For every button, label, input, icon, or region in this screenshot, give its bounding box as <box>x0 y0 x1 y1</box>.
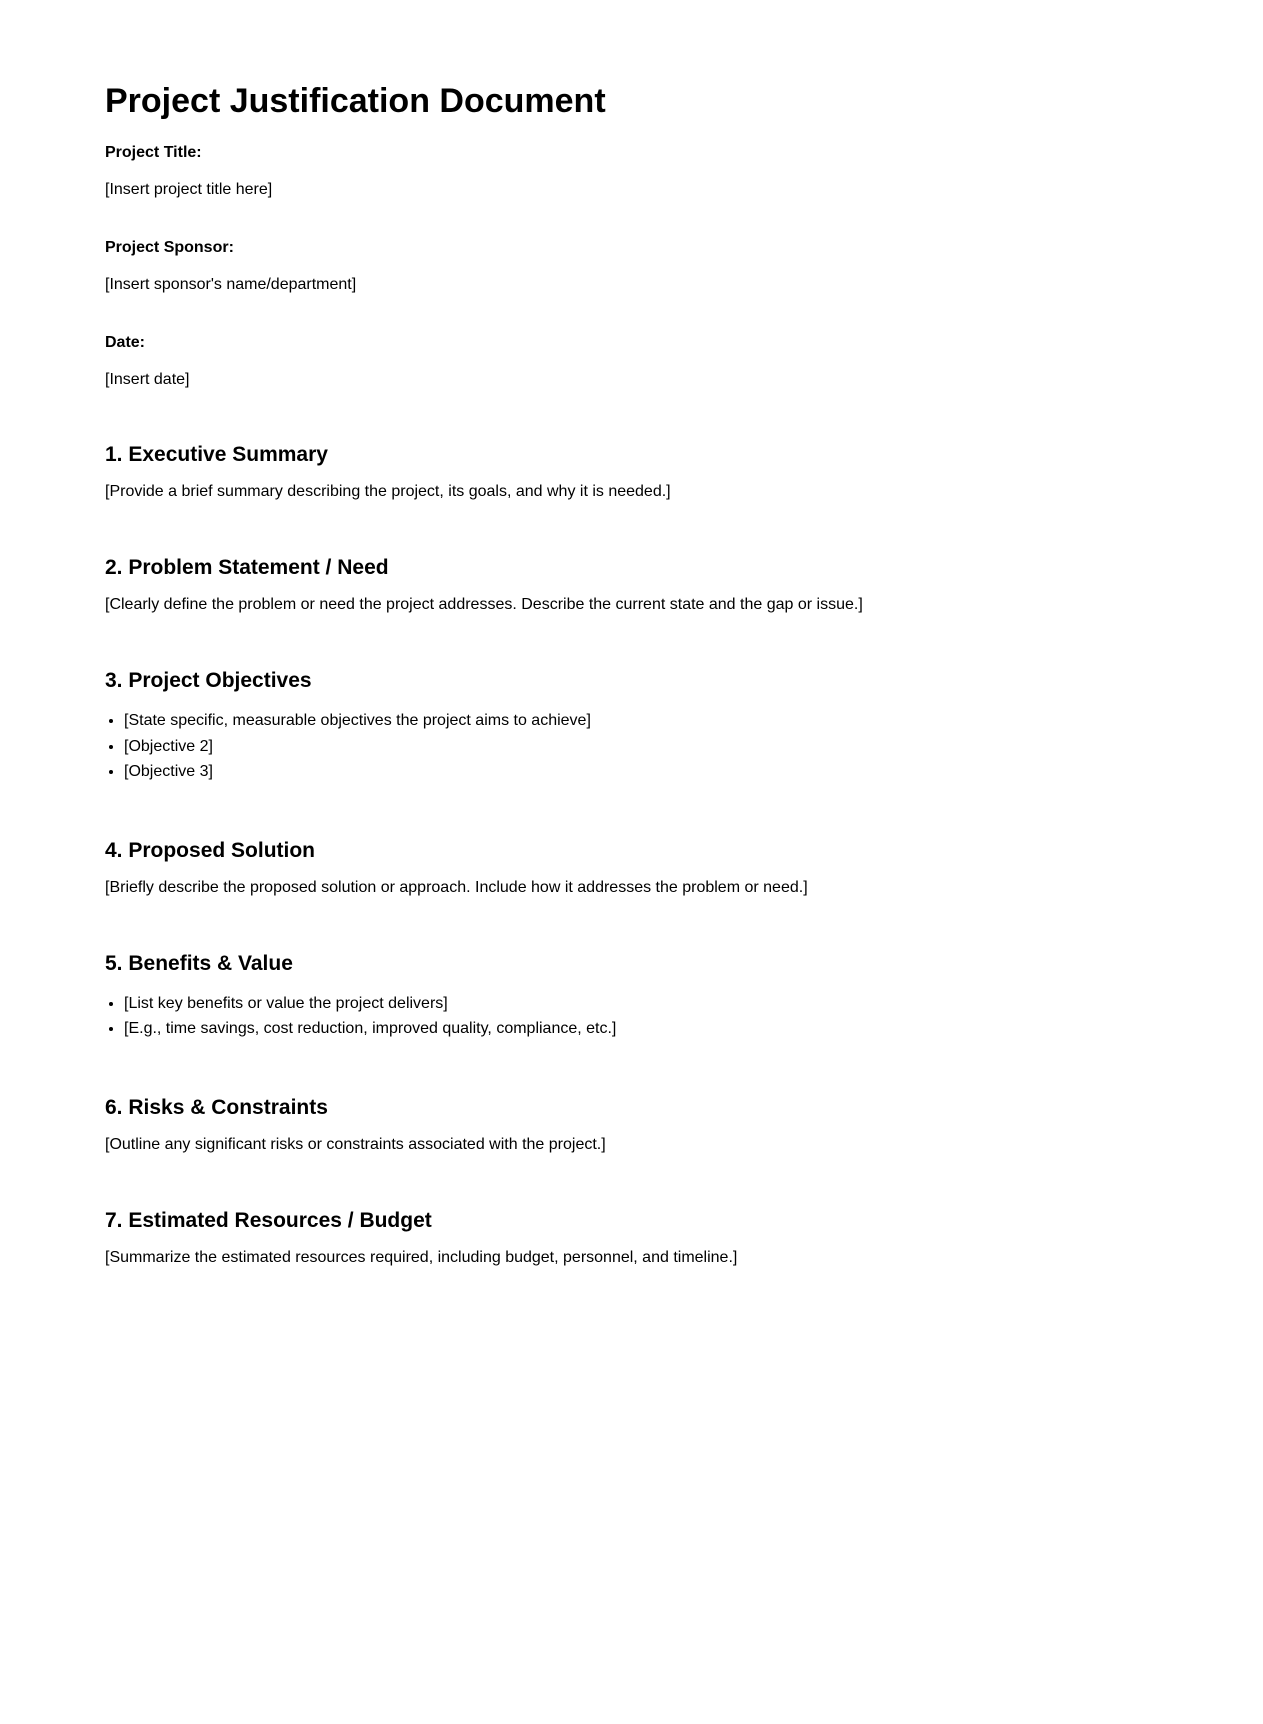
section-title: 5. Benefits & Value <box>105 951 293 975</box>
field-label: Date: <box>105 334 146 351</box>
field-value: [Insert sponsor's name/department] <box>105 276 357 293</box>
document-sections <box>105 441 1158 1268</box>
section-benefits-value <box>105 950 1158 1042</box>
section-title: 4. Proposed Solution <box>105 838 316 862</box>
list-item: • [Objective 2] <box>124 734 1158 760</box>
section-title: 6. Risks & Constraints <box>105 1095 328 1119</box>
section-problem-statement <box>105 554 1158 615</box>
section-title: 1. Executive Summary <box>105 443 328 466</box>
field-value: [Insert project title here] <box>105 181 273 198</box>
document-title: Project Justification Document <box>105 82 606 120</box>
section-proposed-solution <box>105 837 1158 898</box>
section-text: [Provide a brief summary describing the project, its goals, and why it is needed.] <box>105 483 671 500</box>
section-title: 2. Problem Statement / Need <box>105 556 389 579</box>
list-item: • [Objective 3] <box>124 759 1158 785</box>
section-risks-constraints <box>105 1094 1158 1155</box>
section-executive-summary <box>105 441 1158 502</box>
section-estimated-resources <box>105 1207 1158 1268</box>
field-value: [Insert date] <box>105 371 190 388</box>
field-project-title <box>105 143 1158 200</box>
list-item: • [List key benefits or value the project delivers] <box>124 991 1158 1017</box>
field-label: Project Sponsor: <box>105 239 234 256</box>
section-text: [Summarize the estimated resources required, including budget, personnel, and timeline.] <box>105 1248 738 1266</box>
list-item: • [E.g., time savings, cost reduction, improved quality, compliance, etc.] <box>124 1016 1158 1042</box>
field-project-sponsor <box>105 238 1158 295</box>
list-item: • [State specific, measurable objectives the project aims to achieve] <box>124 708 1158 734</box>
section-title: 7. Estimated Resources / Budget <box>105 1208 432 1232</box>
section-title: 3. Project Objectives <box>105 669 312 692</box>
section-text: [Briefly describe the proposed solution or approach. Include how it addresses the problem or need.] <box>105 878 808 896</box>
benefits-list <box>105 991 1158 1042</box>
section-text: [Clearly define the problem or need the project addresses. Describe the current state and the gap or issue.] <box>105 596 863 613</box>
field-date <box>105 333 1158 390</box>
field-label: Project Title: <box>105 144 202 161</box>
section-text: [Outline any significant risks or constraints associated with the project.] <box>105 1135 606 1153</box>
section-project-objectives <box>105 667 1158 785</box>
objectives-list <box>105 708 1158 785</box>
